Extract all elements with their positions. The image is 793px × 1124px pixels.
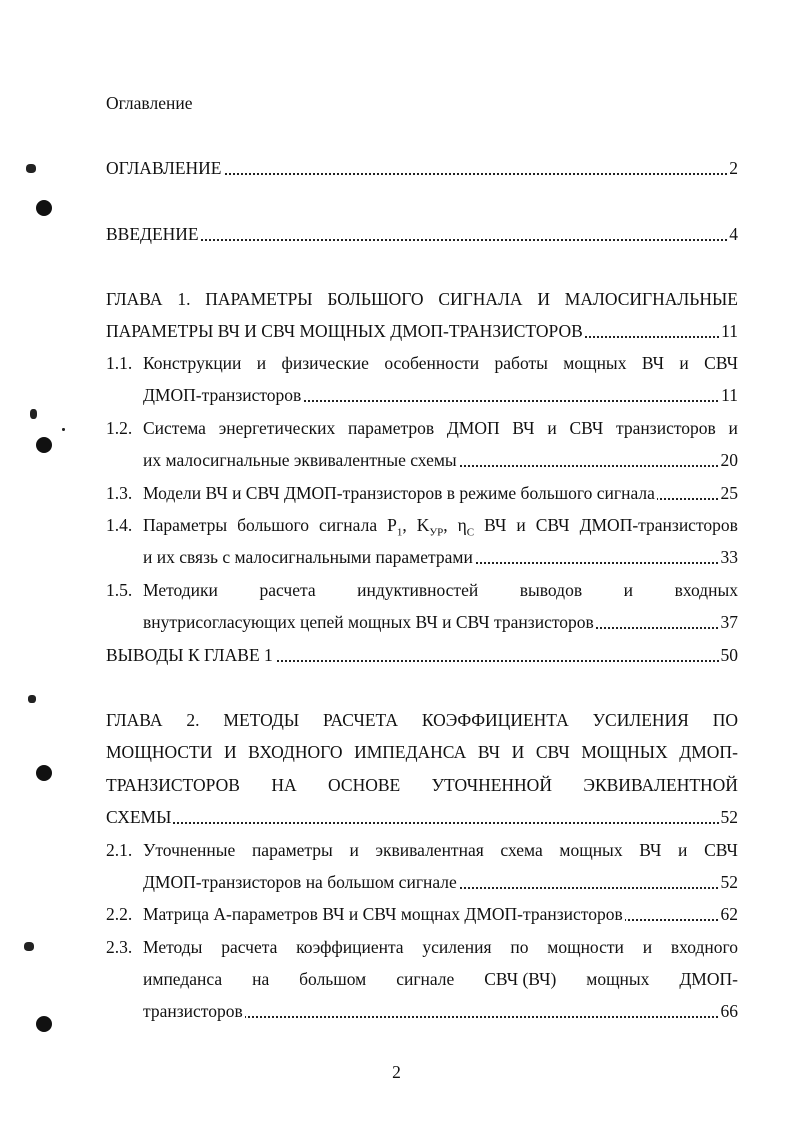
scan-speck [30,409,37,419]
word: Уточненные [143,840,236,860]
entry-text: ВЫВОДЫ К ГЛАВЕ 1 [106,645,273,665]
word: большого [237,515,309,535]
word: сигнале [396,969,455,989]
word: ВХОДНОГО [248,742,343,762]
word: СВЧ [535,742,570,762]
toc-entry-chapter2-line3[interactable] [106,774,738,796]
toc-entry-chapter2-line1[interactable] [106,709,738,731]
toc-entry-chapter1-line1[interactable] [106,288,738,310]
section-number: 1.5. [106,580,133,600]
word: ГЛАВА [106,289,163,309]
word: ВЧ [484,515,507,535]
toc-entry-1-4-line2[interactable] [143,546,738,568]
toc-entry-conclusions-ch1[interactable] [106,644,738,666]
binder-hole-mark [36,1016,52,1032]
word: ТРАНЗИСТОРОВ [106,775,240,795]
word: СВЧ [704,840,738,860]
entry-page: 4 [729,224,738,244]
word: И [223,742,237,762]
word: на [252,969,270,989]
word: и [516,515,526,535]
toc-entry-introduction[interactable] [106,223,738,245]
word: транзисторов [616,418,716,438]
word: мощности [547,937,624,957]
word: 1. [177,289,191,309]
word: Параметры [143,515,228,535]
entry-page: 50 [720,645,738,665]
leader-dots [106,822,738,824]
toc-entry-1-2-line1[interactable] [143,417,738,439]
symbol-p1: $P_1$, [387,515,407,539]
word: и [678,840,688,860]
entry-text: их малосигнальные эквивалентные схемы [143,450,457,470]
toc-entry-contents[interactable] [106,157,738,179]
word: МОЩНЫХ [581,742,668,762]
toc-entry-2-3-line1[interactable] [143,936,738,958]
entry-page: 62 [720,904,738,924]
entry-text: внутрисогласующих цепей мощных ВЧ и СВЧ транзисторов [143,612,594,632]
word: ДМОП- [679,969,738,989]
contents-heading: Оглавление [106,93,193,113]
section-number: 2.1. [106,840,133,860]
section-number: 2.2. [106,904,133,924]
entry-text: СХЕМЫ [106,807,172,827]
toc-entry-2-3-line2[interactable] [143,968,738,990]
entry-page: 11 [721,321,738,341]
word: УСИЛЕНИЯ [592,710,689,730]
toc-entry-1-4-line1[interactable] [143,514,738,544]
word: ДМОП-транзисторов [579,515,738,535]
word: ГЛАВА [106,710,163,730]
word: импеданса [143,969,223,989]
word: НА [271,775,297,795]
word: Конструкции [143,353,242,373]
word: КОЭФФИЦИЕНТА [421,710,569,730]
entry-text: ДМОП-транзисторов на большом сигнале [143,872,457,892]
word: ВЧ [477,742,501,762]
leader-dots [106,239,738,241]
word: и [623,580,634,600]
entry-text: и их связь с малосигнальными параметрами [143,547,473,567]
toc-entry-2-2[interactable] [143,903,738,925]
word: параметры [251,840,333,860]
entry-page: 52 [720,872,738,892]
toc-entry-2-1-line2[interactable] [143,871,738,893]
binder-hole-mark [36,200,52,216]
scan-speck [24,942,34,951]
entry-text: ВВЕДЕНИЕ [106,224,199,244]
word: мощных [559,840,623,860]
word: расчета [221,937,278,957]
entry-page: 52 [720,807,738,827]
word: входного [670,937,738,957]
word: РАСЧЕТА [322,710,398,730]
word: и [349,840,359,860]
word: работы [494,353,548,373]
entry-page: 20 [720,450,738,470]
entry-text: Модели ВЧ и СВЧ ДМОП-транзисторов в режиме большого сигнала [143,483,655,503]
word: ПО [712,710,738,730]
word: ВЧ [512,418,535,438]
word: 2. [186,710,200,730]
entry-page: 66 [720,1001,738,1021]
word: эквивалентная [375,840,484,860]
entry-page: 25 [720,483,738,503]
word: СВЧ [569,418,604,438]
entry-page: 33 [720,547,738,567]
binder-hole-mark [36,437,52,453]
entry-text: Матрица А-параметров ВЧ и СВЧ мощнах ДМОП-транзисторов [143,904,623,924]
section-number: 2.3. [106,937,133,957]
section-number: 1.2. [106,418,133,438]
toc-entry-1-1-line2[interactable] [143,384,738,406]
entry-page: 2 [729,158,738,178]
word: и [547,418,557,438]
word: МОЩНОСТИ [106,742,213,762]
word: особенности [384,353,480,373]
toc-entry-1-1-line1[interactable] [143,352,738,374]
word: энергетических [218,418,336,438]
section-number: 1.4. [106,515,133,535]
word: выводов [519,580,583,600]
entry-text: ДМОП-транзисторов [143,385,302,405]
word: большом [299,969,367,989]
word: мощных [563,353,627,373]
word: усиления [422,937,492,957]
toc-entry-chapter1-line2[interactable] [106,320,738,342]
word: физические [281,353,369,373]
word: параметров [347,418,435,438]
word: ЭКВИВАЛЕНТНОЙ [583,775,738,795]
word: Методы [143,937,203,957]
word: и [679,353,689,373]
toc-entry-chapter2-line4[interactable] [106,806,738,828]
word: ВЧ [639,840,662,860]
word: БОЛЬШОГО [327,289,424,309]
toc-entry-chapter2-line2[interactable] [106,741,738,763]
entry-text: транзисторов [143,1001,243,1021]
toc-entry-1-5-line2[interactable] [143,611,738,633]
word: ИМПЕДАНСА [354,742,467,762]
page-number: 2 [392,1062,401,1082]
word: сигнала [319,515,378,535]
word: Методики [143,580,218,600]
word: ДМОП- [679,742,738,762]
binder-hole-mark [36,765,52,781]
word: И [537,289,550,309]
toc-entry-2-3-line3[interactable] [143,1000,738,1022]
word: по [510,937,529,957]
entry-text: ОГЛАВЛЕНИЕ [106,158,222,178]
toc-entry-1-3[interactable] [143,482,738,504]
entry-text: ПАРАМЕТРЫ ВЧ И СВЧ МОЩНЫХ ДМОП-ТРАНЗИСТОРОВ [106,321,583,341]
word: расчета [259,580,316,600]
section-number: 1.1. [106,353,133,373]
scan-speck [28,695,36,703]
section-number: 1.3. [106,483,133,503]
symbol-eta-c: $\eta_C$ [457,515,475,539]
word: ОСНОВЕ [328,775,401,795]
toc-entry-1-5-line1[interactable] [143,579,738,601]
word: и [256,353,267,373]
scan-speck [62,428,65,431]
word: мощных [586,969,650,989]
word: коэффициента [296,937,404,957]
word: Система [143,418,206,438]
word: ДМОП [446,418,500,438]
word: ВЧ [641,353,665,373]
word: входных [674,580,738,600]
word: СВЧ [535,515,570,535]
word: ПАРАМЕТРЫ [205,289,313,309]
entry-page: 37 [720,612,738,632]
toc-entry-1-2-line2[interactable] [143,449,738,471]
word: и [728,418,738,438]
word: И [511,742,525,762]
word: УТОЧНЕННОЙ [431,775,552,795]
scan-speck [26,164,36,173]
word: СИГНАЛА [438,289,523,309]
word: и [642,937,653,957]
word: схема [500,840,543,860]
word: СВЧ [704,353,738,373]
word: СВЧ (ВЧ) [484,969,557,989]
toc-entry-2-1-line1[interactable] [143,839,738,861]
entry-page: 11 [721,385,738,405]
word: МАЛОСИГНАЛЬНЫЕ [564,289,738,309]
symbol-kyr: $K_{УР}$, [416,515,448,539]
word: индуктивностей [357,580,479,600]
word: МЕТОДЫ [223,710,300,730]
